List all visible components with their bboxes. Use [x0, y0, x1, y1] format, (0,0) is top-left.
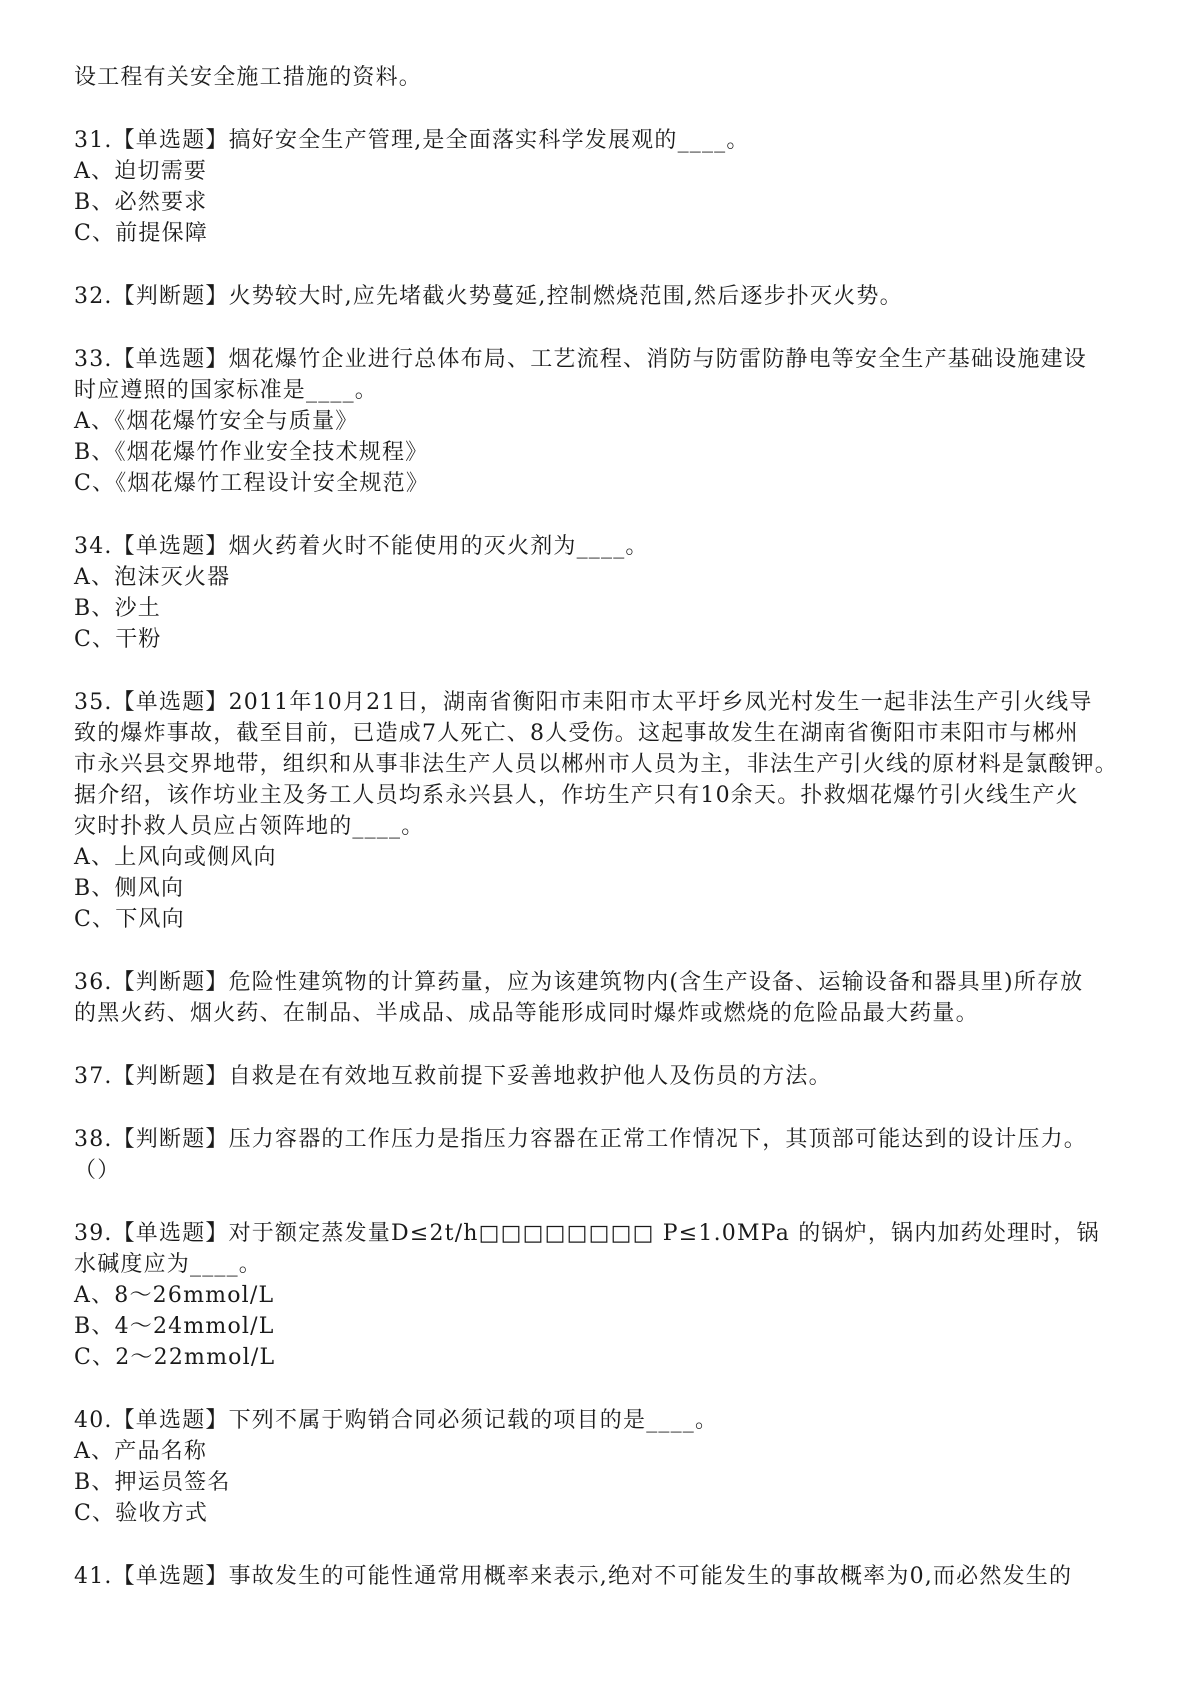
answer-option: B、沙土: [74, 596, 161, 621]
question-block: [74, 1405, 1124, 1529]
question-text-line: 35.【单选题】2011年10月21日，湖南省衡阳市耒阳市太平圩乡凤光村发生一起非法生产引火线导: [74, 690, 1093, 715]
answer-option: A、产品名称: [74, 1439, 208, 1464]
answer-option: C、2～22mmol/L: [74, 1345, 276, 1370]
question-text-line: 37.【判断题】自救是在有效地互救前提下妥善地救护他人及伤员的方法。: [74, 1064, 832, 1089]
question-text-line: 40.【单选题】下列不属于购销合同必须记载的项目的是____。: [74, 1408, 719, 1433]
question-text-line: 36.【判断题】危险性建筑物的计算药量，应为该建筑物内(含生产设备、运输设备和器具里)所存放: [74, 970, 1084, 995]
question-stem: [74, 125, 1124, 156]
question-text-line: 31.【单选题】搞好安全生产管理,是全面落实科学发展观的____。: [74, 128, 750, 153]
answer-option: B、侧风向: [74, 876, 185, 901]
question-stem: [74, 344, 1124, 406]
question-text-line: 32.【判断题】火势较大时,应先堵截火势蔓延,控制燃烧范围,然后逐步扑灭火势。: [74, 284, 903, 309]
answer-option: A、上风向或侧风向: [74, 845, 277, 870]
question-stem: [74, 1218, 1124, 1280]
answer-option: B、必然要求: [74, 190, 208, 215]
answer-option: C、干粉: [74, 627, 162, 652]
question-text-line: 致的爆炸事故，截至目前，已造成7人死亡、8人受伤。这起事故发生在湖南省衡阳市耒阳市与郴州: [74, 721, 1079, 746]
question-stem: [74, 967, 1124, 1029]
answer-option: A、迫切需要: [74, 159, 208, 184]
answer-option: B、押运员签名: [74, 1470, 231, 1495]
question-text-line: 市永兴县交界地带，组织和从事非法生产人员以郴州市人员为主，非法生产引火线的原材料是氯酸钾。: [74, 752, 1119, 777]
question-block: [74, 125, 1124, 249]
option-list: [74, 1436, 1124, 1529]
question-block: [74, 281, 1124, 312]
answer-option: A、泡沫灭火器: [74, 565, 231, 590]
question-block: [74, 344, 1124, 499]
question-block: [74, 967, 1124, 1029]
question-block: [74, 531, 1124, 655]
question-text-line: 的黑火药、烟火药、在制品、半成品、成品等能形成同时爆炸或燃烧的危险品最大药量。: [74, 1001, 979, 1026]
question-text-line: 33.【单选题】烟花爆竹企业进行总体布局、工艺流程、消防与防雷防静电等安全生产基础设施建设: [74, 347, 1087, 372]
question-stem: [74, 687, 1124, 842]
question-stem: [74, 281, 1124, 312]
continued-text: 设工程有关安全施工措施的资料。: [74, 65, 423, 90]
option-list: [74, 156, 1124, 249]
option-list: [74, 1280, 1124, 1373]
question-stem: [74, 531, 1124, 562]
answer-option: C、验收方式: [74, 1501, 209, 1526]
question-block: [74, 1061, 1124, 1092]
question-stem: [74, 1561, 1124, 1592]
question-text-line: 38.【判断题】压力容器的工作压力是指压力容器在正常工作情况下，其顶部可能达到的设计压力。: [74, 1127, 1087, 1152]
question-block: [74, 1561, 1124, 1592]
question-block: [74, 1218, 1124, 1373]
question-text-line: 34.【单选题】烟火药着火时不能使用的灭火剂为____。: [74, 534, 649, 559]
answer-option: A、8～26mmol/L: [74, 1283, 275, 1308]
question-text-line: 时应遵照的国家标准是____。: [74, 378, 379, 403]
question-text-line: （）: [74, 1158, 121, 1183]
question-stem: [74, 1061, 1124, 1092]
question-stem: [74, 1124, 1124, 1186]
question-text-line: 水碱度应为____。: [74, 1252, 263, 1277]
question-text-line: 据介绍，该作坊业主及务工人员均系永兴县人，作坊生产只有10余天。扑救烟花爆竹引火线生产火: [74, 783, 1079, 808]
question-list: [74, 125, 1124, 1592]
question-block: [74, 1124, 1124, 1186]
document-page: [74, 62, 1124, 1592]
option-list: [74, 842, 1124, 935]
answer-option: C、前提保障: [74, 221, 209, 246]
answer-option: C、《烟花爆竹工程设计安全规范》: [74, 471, 430, 496]
answer-option: C、下风向: [74, 907, 185, 932]
question-block: [74, 687, 1124, 935]
answer-option: B、《烟花爆竹作业安全技术规程》: [74, 440, 429, 465]
answer-option: B、4～24mmol/L: [74, 1314, 275, 1339]
question-stem: [74, 1405, 1124, 1436]
question-text-line: 灾时扑救人员应占领阵地的____。: [74, 814, 425, 839]
answer-option: A、《烟花爆竹安全与质量》: [74, 409, 359, 434]
option-list: [74, 562, 1124, 655]
option-list: [74, 406, 1124, 499]
question-text-line: 41.【单选题】事故发生的可能性通常用概率来表示,绝对不可能发生的事故概率为0,而必然发生的: [74, 1564, 1073, 1589]
question-text-line: 39.【单选题】对于额定蒸发量D≤2t/h□□□□□□□□ P≤1.0MPa 的锅炉，锅内加药处理时，锅: [74, 1221, 1100, 1246]
